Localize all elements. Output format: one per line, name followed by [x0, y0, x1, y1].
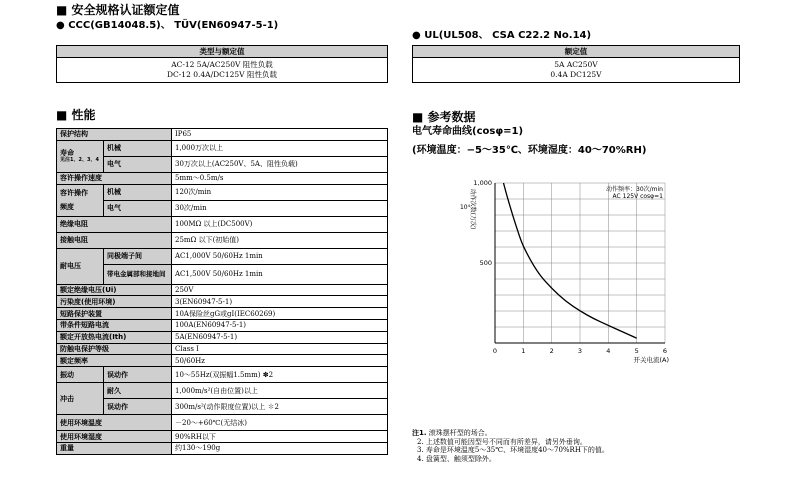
spec-value: 5mm～0.5m/s [172, 172, 388, 184]
spec-label: 带条件短路电流 [57, 319, 172, 331]
spec-value: 100MΩ 以上(DC500V) [172, 216, 388, 232]
spec-label: 振动 [57, 367, 104, 383]
ul-row-1: 5A AC250V [554, 60, 598, 69]
x-tick-label: 1 [521, 347, 526, 355]
spec-label: 使用环境温度 [57, 415, 172, 431]
spec-label: 接触电阻 [57, 232, 172, 248]
spec-sub-label: 同极端子间 [104, 248, 172, 264]
chart-labels [460, 185, 669, 364]
spec-value: －20～+60℃(无结冰) [172, 415, 388, 431]
chart-grid [495, 183, 665, 343]
spec-label: 耐电压 [57, 248, 104, 284]
x-tick-label: 6 [662, 347, 668, 355]
table-row [57, 355, 388, 367]
ul-table [412, 45, 740, 83]
spec-value: IP65 [172, 129, 388, 141]
table-row [57, 319, 388, 331]
table-row [57, 442, 388, 454]
ref-title: ■ 参考数据 [412, 110, 476, 124]
notes [412, 429, 609, 463]
spec-label: 短路保护装置 [57, 308, 172, 320]
spec-value: 约130～190g [172, 442, 388, 454]
table-row [57, 156, 388, 172]
ul-heading: ● UL(UL508、 CSA C22.2 No.14) [412, 30, 592, 41]
notes-label: 注1. [412, 429, 427, 437]
ul-header: 额定值 [413, 46, 740, 58]
spec-value: 50/60Hz [172, 355, 388, 367]
note-3: 3. 寿命是环境温度5～35℃、环境湿度40～70%RH下的值。 [417, 446, 609, 454]
table-row [57, 140, 388, 156]
chart-annotation: AC 125V cosφ=1 [612, 193, 663, 200]
spec-value: 120次/min [172, 184, 388, 200]
spec-value: 5A(EN60947-5-1) [172, 331, 388, 343]
table-row [57, 200, 388, 216]
life-curve-chart [440, 165, 680, 380]
x-tick-label: 0 [492, 347, 498, 355]
note-2: 2. 上述数值可能因型号不同而有所差异，请另外垂询。 [417, 437, 587, 446]
spec-label: 额定绝缘电压(Ui) [57, 284, 172, 296]
ccc-row-1: AC-12 5A/AC250V 阻性负载 [171, 60, 273, 69]
x-tick-label: 4 [606, 347, 611, 355]
ref-subtitle: 电气寿命曲线(cosφ=1) [412, 126, 524, 137]
spec-label: 防触电保护等级 [57, 343, 172, 355]
ccc-rows [57, 58, 388, 83]
spec-sub-label: 带电金属部和接地间 [104, 264, 172, 284]
table-row [57, 331, 388, 343]
spec-value: 25mΩ 以下(初始值) [172, 232, 388, 248]
spec-value: 3(EN60947-5-1) [172, 296, 388, 308]
table-row [57, 367, 388, 383]
spec-label: 频度 [60, 203, 74, 212]
ref-env: (环境温度：−5～35℃、环境湿度：40～70%RH) [412, 145, 647, 156]
spec-sub-label: 电气 [104, 156, 172, 172]
table-row [57, 284, 388, 296]
note-1: 滚珠摆杆型的场合。 [428, 429, 492, 437]
ccc-header: 类型与额定值 [57, 46, 388, 58]
note-4: 4. 盘簧型、触须型除外。 [417, 454, 496, 463]
spec-label: 重量 [57, 442, 172, 454]
spec-sub-label: 耐久 [104, 383, 172, 399]
life-note: 见注1、2、3、4 [60, 157, 99, 164]
spec-value: 250V [172, 284, 388, 296]
y-tick-label: 1,000 [473, 179, 492, 187]
spec-label: 保护结构 [57, 129, 172, 141]
spec-label: 冲击 [57, 383, 104, 415]
table-row [57, 184, 388, 200]
table-row [57, 264, 388, 284]
spec-value: 10A保险丝gG或gI(IEC60269) [172, 308, 388, 320]
spec-value: 30次/min [172, 200, 388, 216]
x-tick-label: 2 [549, 347, 554, 355]
spec-label: 容许操作速度 [57, 172, 172, 184]
x-tick-label: 5 [634, 347, 639, 355]
table-row [57, 172, 388, 184]
y-axis-label: 动作次数(万次) [469, 188, 476, 230]
table-row [57, 383, 388, 399]
table-row [57, 415, 388, 431]
spec-value: 30万次以上(AC250V、5A、阻性负载) [172, 156, 388, 172]
spec-label: 额定频率 [57, 355, 172, 367]
table-row [57, 399, 388, 415]
spec-label: 使用环境湿度 [57, 431, 172, 443]
x-tick-label: 3 [577, 347, 583, 355]
spec-label: 额定开放热电流(Ith) [57, 331, 172, 343]
cert-title: ■ 安全规格认证额定值 [56, 3, 180, 17]
spec-label: 容许操作 [60, 189, 88, 198]
table-row [57, 296, 388, 308]
spec-sub-label: 误动作 [104, 399, 172, 415]
spec-value: 90%RH以下 [172, 431, 388, 443]
table-row [57, 308, 388, 320]
x-axis-label: 开关电流(A) [633, 356, 669, 364]
ccc-row-2: DC-12 0.4A/DC125V 阻性负载 [167, 70, 277, 79]
ccc-heading: ● CCC(GB14048.5)、 TÜV(EN60947-5-1) [56, 20, 279, 31]
spec-sub-label: 机械 [104, 140, 172, 156]
table-row [57, 232, 388, 248]
spec-sub-label: 误动作 [104, 367, 172, 383]
ul-row-2: 0.4A DC125V [550, 70, 602, 79]
table-row [57, 216, 388, 232]
spec-sub-label: 机械 [104, 184, 172, 200]
spec-label: 污染度(使用环境) [57, 296, 172, 308]
y-axis-unit: 10⁴ [459, 204, 471, 211]
freq-label-cell [57, 184, 104, 216]
spec-value: 1,000m/s²(自由位置)以上 [172, 383, 388, 399]
spec-value: AC1,000V 50/60Hz 1min [172, 248, 388, 264]
chart-ticks [473, 179, 667, 355]
spec-value: 100A(EN60947-5-1) [172, 319, 388, 331]
table-row [57, 343, 388, 355]
spec-value: AC1,500V 50/60Hz 1min [172, 264, 388, 284]
spec-value: 10～55Hz(双振幅1.5mm) ✽2 [172, 367, 388, 383]
chart-annotation: 动作频率：30次/min [606, 186, 663, 193]
table-row [57, 248, 388, 264]
ul-rows [413, 58, 740, 83]
spec-value: 1,000万次以上 [172, 140, 388, 156]
perf-table [56, 128, 388, 455]
spec-label: 绝缘电阻 [57, 216, 172, 232]
life-label-cell [57, 140, 104, 172]
table-row [57, 431, 388, 443]
table-row [57, 129, 388, 141]
spec-value: 300m/s²(动作限度位置)以上 ✽2 [172, 399, 388, 415]
ccc-table [56, 45, 388, 83]
spec-sub-label: 电气 [104, 200, 172, 216]
y-tick-label: 500 [479, 259, 492, 267]
perf-title: ■ 性能 [56, 108, 96, 122]
spec-value: Class I [172, 343, 388, 355]
spec-label: 寿命 [60, 149, 74, 158]
